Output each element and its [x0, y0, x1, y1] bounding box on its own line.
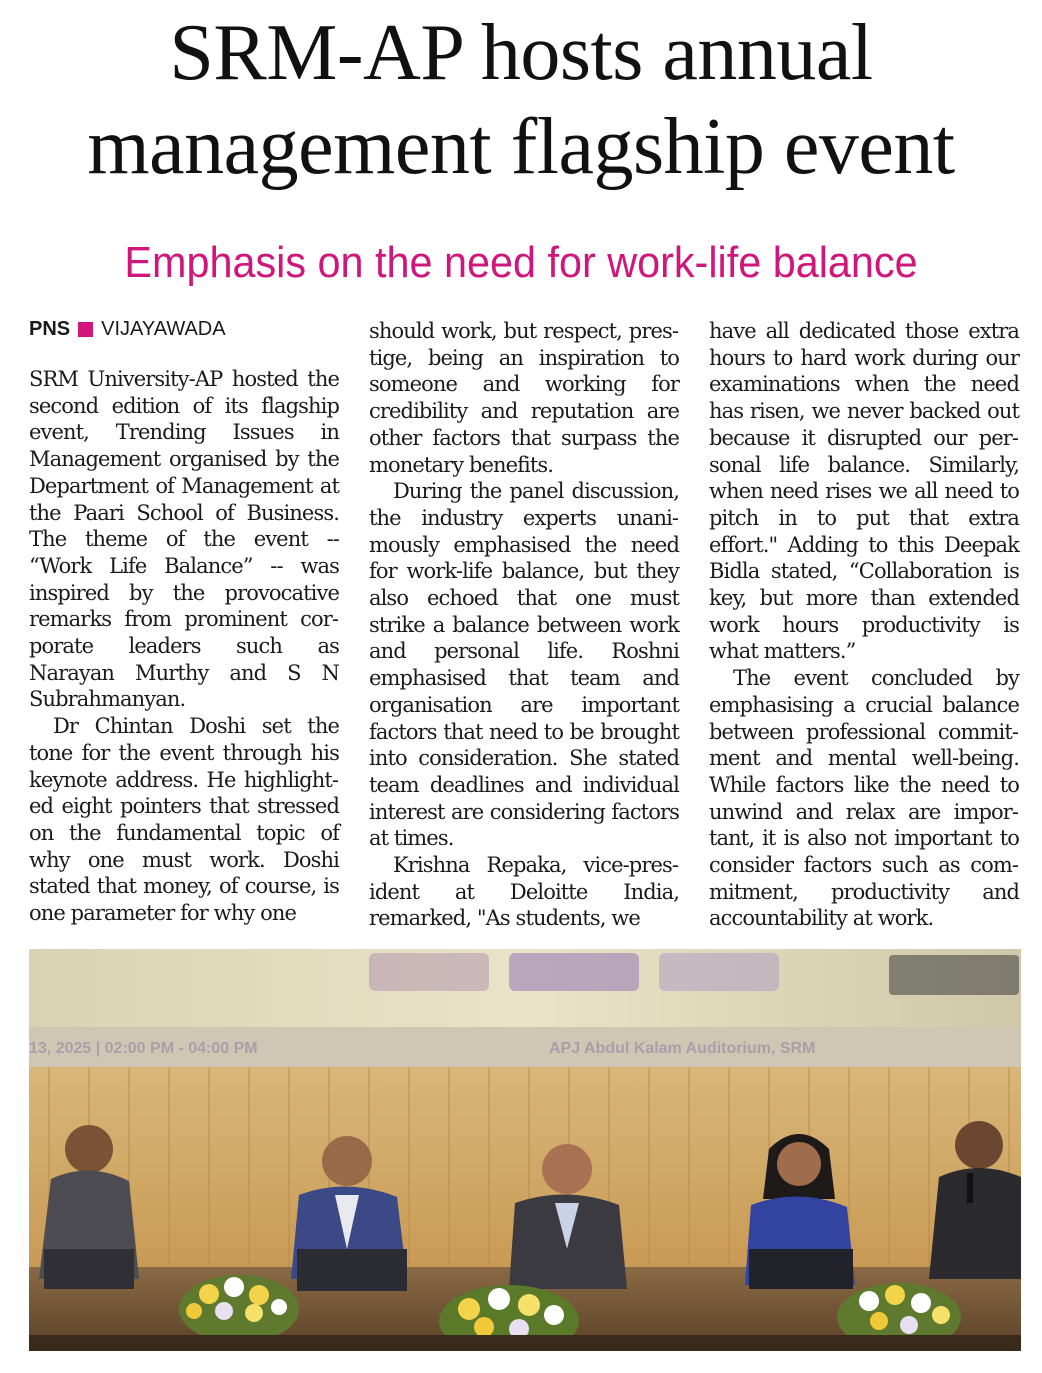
paragraph: should work, but respect, prestige, being an inspiration to someone and working for credibility and reputation are other factors that surpass the monetary benefits. — [369, 319, 679, 477]
paragraph: Dr Chintan Doshi set the tone for the event through his keynote address. He highlighted eight pointers that stressed on the fundamental topic of why one must work. Doshi stated that money, of course, is one parameter for why one — [29, 714, 339, 926]
article-body — [29, 318, 1019, 933]
paragraph: The event concluded by emphasising a crucial balance between professional commitment and mental well-being. While factors like the need to unwind and relax are important, it is also not important to consider factors such as commitment, productivity and accountability at work. — [709, 666, 1019, 931]
banner-venue: APJ Abdul Kalam Auditorium, SRM — [549, 1040, 816, 1057]
paragraph: During the panel discussion, the industry experts unanimously emphasised the need for work-life balance, but they also echoed that one must strike a balance between work and personal life. Roshni emphasised that team and organisation are important factors that need to be brought into consideration. She stated team deadlines and individual interest are considering factors at times. — [369, 479, 679, 851]
byline — [29, 318, 339, 340]
article-column-3 — [709, 318, 1019, 932]
paragraph: Krishna Repaka, vice-president at Deloitte India, remarked, "As students, we — [369, 853, 679, 931]
headline: SRM-AP hosts annual management flagship event — [87, 9, 955, 191]
article-column-1 — [29, 318, 339, 927]
paragraph: SRM University-AP hosted the second edition of its flagship event, Trending Issues in Management organised by the Department of Management at the Paari School of Business. The theme of the event -- “Work Life Balance” -- was inspired by the provocative remarks from prominent corporate leaders such as Narayan Murthy and S N Subrahmanyan. — [29, 367, 339, 712]
flower-arrangement-1 — [179, 1275, 299, 1343]
panel-discussion-image — [29, 949, 1021, 1351]
article-column-2 — [369, 318, 679, 932]
byline-square-icon — [78, 322, 93, 337]
event-photo — [29, 949, 1021, 1351]
byline-agency: PNS — [29, 318, 71, 340]
banner-date: 13, 2025 | 02:00 PM - 04:00 PM — [29, 1040, 258, 1057]
paragraph: have all dedicated those extra hours to hard work during our examinations when the need has risen, we never backed out because it disrupted our personal life balance. Similarly, when need rises we all need to pitch in to put that extra effort." Adding to this Deepak Bidla stated, “Collaboration is key, but more than extended work hours productivity is what matters.” — [709, 319, 1019, 664]
byline-location: VIJAYAWADA — [101, 318, 226, 340]
subheadline: Emphasis on the need for work-life balance — [124, 238, 918, 287]
